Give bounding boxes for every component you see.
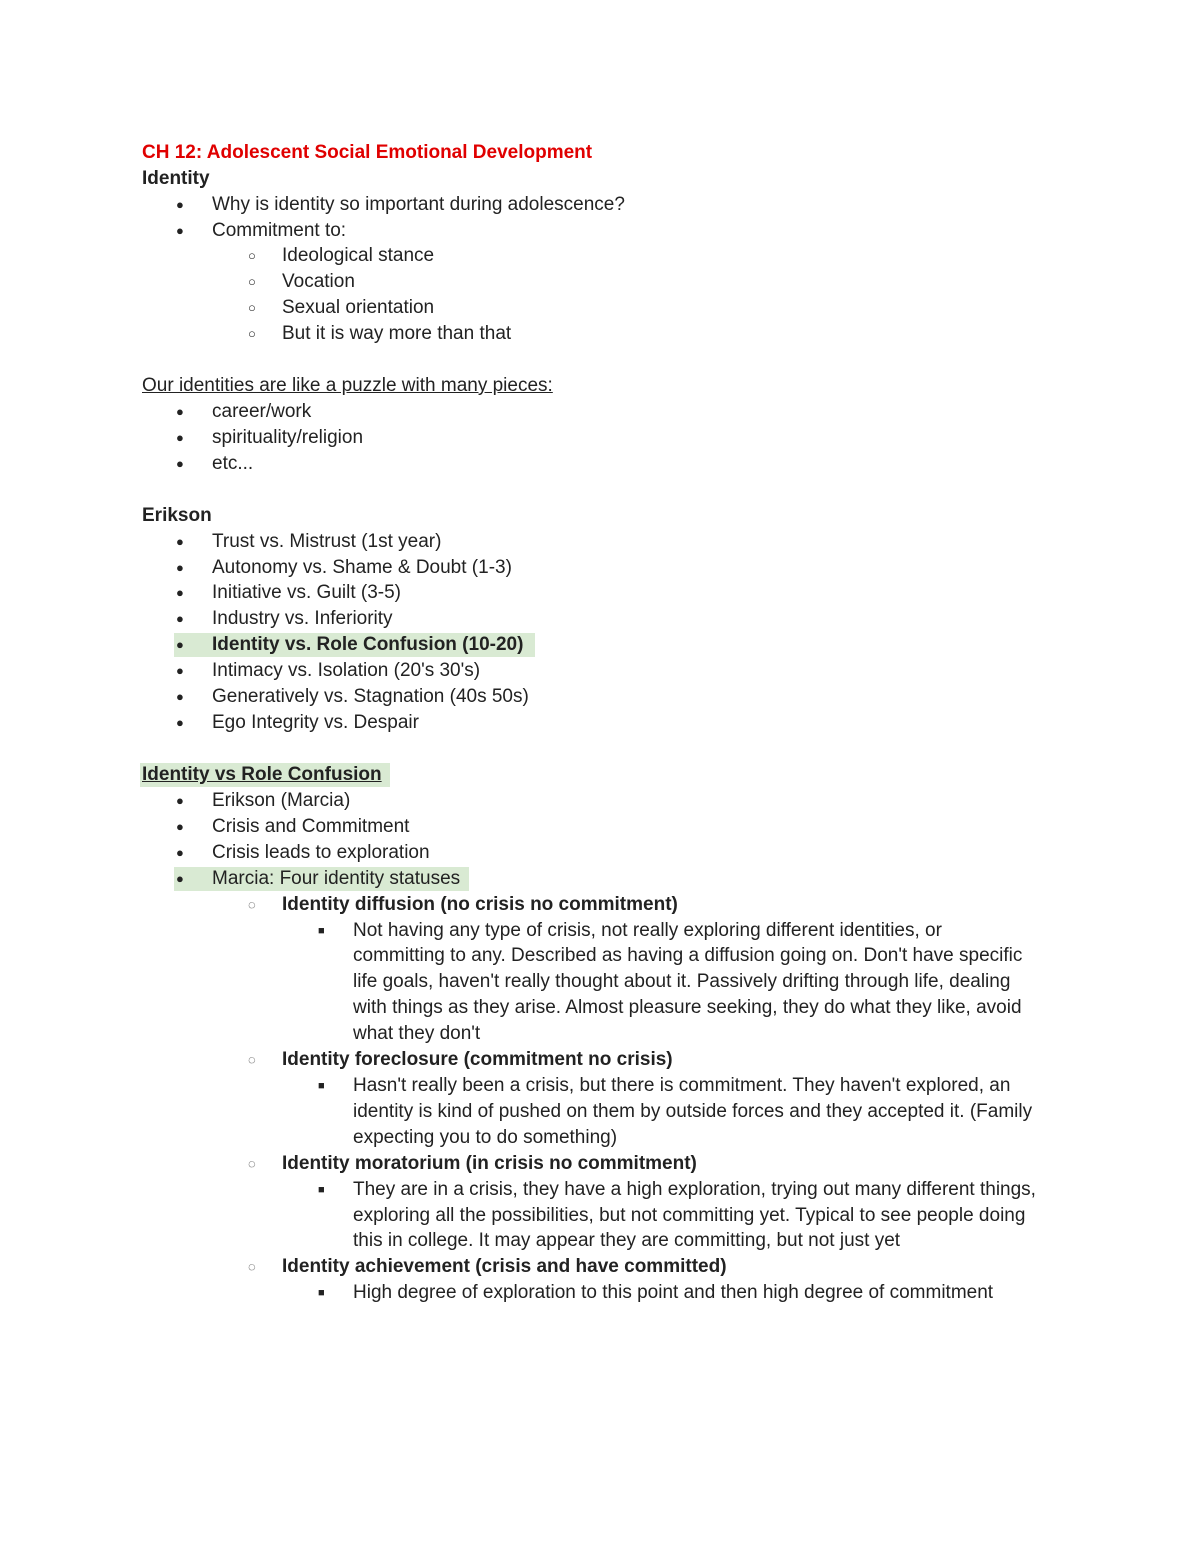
status-detail-line: exploring all the possibilities, but not committing yet. Typical to see people doing [353, 1205, 1026, 1226]
bullet-icon: ● [176, 430, 184, 445]
section-heading-identity: Identity [142, 168, 210, 189]
bullet-icon: ● [176, 585, 184, 600]
square-bullet-icon: ■ [318, 1184, 325, 1196]
circle-bullet-icon: ○ [248, 274, 256, 289]
bullet-icon: ● [176, 197, 184, 212]
bullet-icon: ● [176, 456, 184, 471]
bullet-icon: ● [176, 611, 184, 626]
bullet-icon: ● [176, 715, 184, 730]
section-heading-erikson: Erikson [142, 505, 212, 526]
status-detail-line: expecting you to do something) [353, 1127, 618, 1148]
bullet-icon: ● [176, 534, 184, 549]
bullet-icon: ● [176, 793, 184, 808]
square-bullet-icon: ■ [318, 925, 325, 937]
circle-bullet-icon: ○ [248, 326, 256, 341]
status-detail-line: what they don't [353, 1023, 481, 1044]
square-bullet-icon: ■ [318, 1287, 325, 1299]
circle-bullet-icon: ○ [248, 248, 256, 263]
circle-bullet-icon: ○ [248, 300, 256, 315]
dotted-circle-bullet-icon: ◌ [248, 897, 256, 912]
status-detail-line: life goals, haven't really thought about it. Passively drifting through life, dealing [353, 971, 1011, 992]
bullet-icon: ● [176, 404, 184, 419]
dotted-circle-bullet-icon: ◌ [248, 1052, 256, 1067]
status-detail-line: identity is kind of pushed on them by outside forces and they accepted it. (Family [353, 1101, 1033, 1122]
section-heading-puzzle: Our identities are like a puzzle with many pieces: [142, 375, 553, 396]
bullet-icon: ● [176, 689, 184, 704]
bullet-icon: ● [176, 223, 184, 238]
status-detail-line: with things as they arise. Almost pleasure seeking, they do what they like, avoid [353, 997, 1022, 1018]
page-title: CH 12: Adolescent Social Emotional Development [142, 142, 593, 163]
dotted-circle-bullet-icon: ◌ [248, 1156, 256, 1171]
bullet-icon: ● [176, 637, 184, 652]
bullet-icon: ● [176, 560, 184, 575]
bullet-icon: ● [176, 819, 184, 834]
bullet-icon: ● [176, 663, 184, 678]
status-detail-line: this in college. It may appear they are committing, but not just yet [353, 1230, 901, 1251]
dotted-circle-bullet-icon: ◌ [248, 1259, 256, 1274]
bullet-icon: ● [176, 845, 184, 860]
bullet-icon: ● [176, 871, 184, 886]
section-heading-role-confusion: Identity vs Role Confusion [142, 764, 382, 785]
document-page: CH 12: Adolescent Social Emotional Development Identity ● Why is identity so important during adolescence? ● Commitment to: ○ Ideological stance ○ Vocation ○ Sexual orientation ○ But it is way more than that Our identities are like a puzzle with many pieces: ● career/work ● spirituality/religion ● etc... Erikson ● Trust vs. Mistrust (1st year) ● Autonomy vs. Shame & Doubt (1-3) ● Initiative vs. Guilt (3-5) ● Industry vs. Inferiority ● Identity vs. Role Confusion (10-20) ● Intimacy vs. Isolation (20's 30's) ● Generatively vs. Stagnation (40s 50s) ● Ego Integrity vs. Despair Identity vs Role Confusion ● Erikson (Marcia) ● Crisis and Commitment ● Crisis leads to exploration ● Marcia: Four identity statuses ◌ Identity diffusion (no crisis no commitment) ■ Not having any type of crisis, not really exploring different identities, or committing to any. Described as having a diffusion going on. Don't have specific life goals, haven't really thought about it. Passively drifting through life, dealing with things as they arise. Almost pleasure seeking, they do what they like, avoid what they don't ◌ Identity foreclosure (commitment no crisis) ■ Hasn't really been a crisis, but there is commitment. They haven't explored, an identity is kind of pushed on them by outside forces and they accepted it. (Family expecting you to do something) ◌ Identity moratorium (in crisis no commitment) ■ They are in a crisis, they have a high exploration, trying out many different things, exploring all the possibilities, but not committing yet. Typical to see people doing this in college. It may appear they are committing, but not just yet ◌ Identity achievement (crisis and have committed) ■ High degree of exploration to this point and then high degree of commitment [0, 0, 1200, 1553]
square-bullet-icon: ■ [318, 1080, 325, 1092]
status-detail-line: committing to any. Described as having a diffusion going on. Don't have specific [353, 945, 1023, 966]
